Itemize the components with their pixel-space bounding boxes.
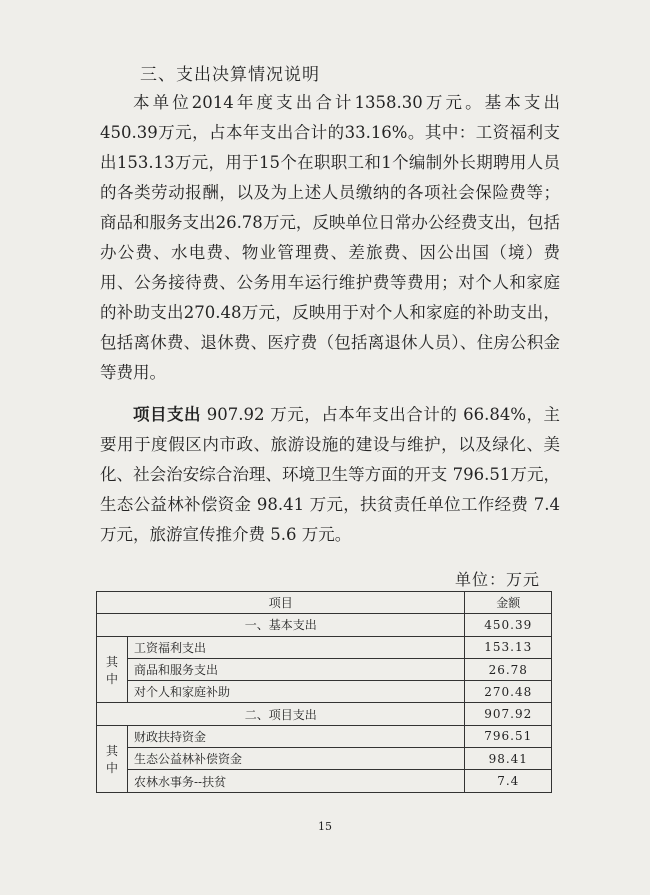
qizhong-label-project: 其中 [97,725,128,792]
table-header-row [97,592,552,614]
table-row [97,770,552,792]
table-row [97,636,552,658]
table-row [97,681,552,703]
row-label: 财政扶持资金 [128,725,465,747]
section-heading: 三、支出决算情况说明 [140,65,320,85]
qizhong-label-basic: 其中 [97,636,128,703]
project-expenditure-amount: 907.92 [465,703,552,725]
row-amount: 98.41 [465,748,552,770]
unit-label: 单位：万元 [455,570,541,589]
table-row [97,658,552,680]
table-row [97,725,552,747]
row-amount: 26.78 [465,658,552,680]
row-amount: 153.13 [465,636,552,658]
project-expenditure-label: 二、项目支出 [97,703,465,725]
basic-expenditure-paragraph: 本单位2014年度支出合计1358.30万元。基本支出450.39万元，占本年支出合计的33.16%。其中：工资福利支出153.13万元，用于15个在职职工和1个编制外长期聘用人员的各类劳动报酬，以及为上述人员缴纳的各项社会保险费等；商品和服务支出26.78万元，反映单位日常办公经费支出，包括办公费、水电费、物业管理费、差旅费、因公出国（境）费用、公务接待费、公务用车运行维护费等费用；对个人和家庭的补助支出270.48万元，反映用于对个人和家庭的补助支出，包括离休费、退休费、医疗费（包括离退休人员）、住房公积金等费用。 [100,93,560,382]
header-amount: 金额 [465,592,552,614]
project-expenditure-paragraph [100,400,560,550]
basic-expenditure-label: 一、基本支出 [97,614,465,636]
project-expenditure-text: 907.92 万元，占本年支出合计的 66.84%，主要用于度假区内市政、旅游设施的建设与维护，以及绿化、美化、社会治安综合治理、环境卫生等方面的开支 796.51万元，生态公益林补偿资金 98.41 万元，扶贫责任单位工作经费 7.4 万元，旅游宣传推介费 5.6 万元。 [100,405,561,544]
table-row [97,703,552,725]
table-row [97,748,552,770]
row-amount: 7.4 [465,770,552,792]
row-label: 生态公益林补偿资金 [128,748,465,770]
page-number: 15 [318,820,332,833]
expenditure-table [96,591,552,793]
row-label: 对个人和家庭补助 [128,681,465,703]
header-item: 项目 [97,592,465,614]
table-row [97,614,552,636]
basic-expenditure-amount: 450.39 [465,614,552,636]
row-label: 农林水事务--扶贫 [128,770,465,792]
row-label: 工资福利支出 [128,636,465,658]
row-label: 商品和服务支出 [128,658,465,680]
row-amount: 796.51 [465,725,552,747]
project-expenditure-lead: 项目支出 [133,405,202,424]
row-amount: 270.48 [465,681,552,703]
